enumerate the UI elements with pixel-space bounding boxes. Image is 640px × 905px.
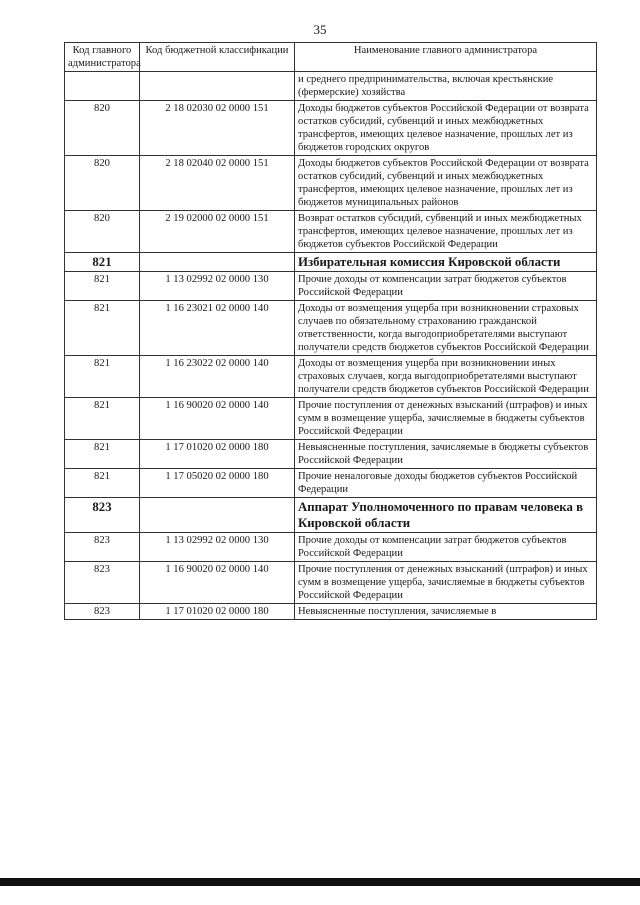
page-number: 35 — [313, 22, 327, 37]
table-row — [65, 533, 597, 562]
cell-budget-code: 1 17 05020 02 0000 180 — [140, 469, 295, 498]
cell-admin-name: Возврат остатков субсидий, субвенций и иных межбюджетных трансфертов, имеющих целевое назначение, прошлых лет из бюджетов субъектов Российской Федерации — [295, 211, 597, 253]
header-admin-name: Наименование главного администратора — [295, 43, 597, 72]
cell-admin-name: Доходы бюджетов субъектов Российской Федерации от возврата остатков субсидий, субвенций и иных межбюджетных трансфертов, имеющих целевое назначение, прошлых лет из бюджетов муниципальных районов — [295, 156, 597, 211]
cell-admin-name: Избирательная комиссия Кировской области — [295, 253, 597, 272]
table-row — [65, 101, 597, 156]
table-row — [65, 301, 597, 356]
header-admin-code: Код главного администратора — [65, 43, 140, 72]
table-row — [65, 398, 597, 440]
table-row — [65, 211, 597, 253]
table-row — [65, 562, 597, 604]
cell-admin-name: Доходы от возмещения ущерба при возникновении страховых случаев по обязательному страхованию гражданской ответственности, когда выгодоприобретателями выступают получатели средств бюджетов субъектов Российской Федерации — [295, 301, 597, 356]
cell-admin-name: Прочие доходы от компенсации затрат бюджетов субъектов Российской Федерации — [295, 272, 597, 301]
cell-budget-code: 1 16 23021 02 0000 140 — [140, 301, 295, 356]
cell-admin-code: 820 — [65, 101, 140, 156]
cell-budget-code: 2 18 02040 02 0000 151 — [140, 156, 295, 211]
budget-classification-table — [64, 42, 597, 620]
cell-budget-code — [140, 253, 295, 272]
cell-admin-name: Невыясненные поступления, зачисляемые в бюджеты субъектов Российской Федерации — [295, 440, 597, 469]
table-row — [65, 604, 597, 620]
table-group-row — [65, 498, 597, 533]
table-row — [65, 440, 597, 469]
cell-admin-code — [65, 72, 140, 101]
cell-admin-code: 821 — [65, 440, 140, 469]
cell-admin-name: Прочие поступления от денежных взысканий (штрафов) и иных сумм в возмещение ущерба, зачисляемые в бюджеты субъектов Российской Федерации — [295, 562, 597, 604]
cell-admin-name: Прочие поступления от денежных взысканий (штрафов) и иных сумм в возмещение ущерба, зачисляемые в бюджеты субъектов Российской Федерации — [295, 398, 597, 440]
cell-budget-code: 1 13 02992 02 0000 130 — [140, 272, 295, 301]
cell-budget-code: 1 16 90020 02 0000 140 — [140, 398, 295, 440]
cell-budget-code — [140, 72, 295, 101]
cell-budget-code: 1 16 23022 02 0000 140 — [140, 356, 295, 398]
cell-admin-code: 820 — [65, 156, 140, 211]
cell-admin-code: 821 — [65, 272, 140, 301]
cell-admin-code: 823 — [65, 498, 140, 533]
cell-admin-code: 821 — [65, 469, 140, 498]
table-continuation-row — [65, 72, 597, 101]
cell-budget-code — [140, 498, 295, 533]
cell-admin-name: Доходы от возмещения ущерба при возникновении иных страховых случаев, когда выгодоприобретателями выступают получатели средств бюджетов субъектов Российской Федерации — [295, 356, 597, 398]
table-row — [65, 469, 597, 498]
cell-budget-code: 1 16 90020 02 0000 140 — [140, 562, 295, 604]
cell-admin-name: Невыясненные поступления, зачисляемые в — [295, 604, 597, 620]
cell-budget-code: 1 17 01020 02 0000 180 — [140, 604, 295, 620]
cell-admin-name: Прочие неналоговые доходы бюджетов субъектов Российской Федерации — [295, 469, 597, 498]
table-group-row — [65, 253, 597, 272]
cell-admin-code: 821 — [65, 356, 140, 398]
bottom-scan-border — [0, 878, 640, 886]
cell-admin-code: 820 — [65, 211, 140, 253]
cell-budget-code: 2 18 02030 02 0000 151 — [140, 101, 295, 156]
cell-admin-name: Доходы бюджетов субъектов Российской Федерации от возврата остатков субсидий, субвенций и иных межбюджетных трансфертов, имеющих целевое назначение, прошлых лет из бюджетов городских округов — [295, 101, 597, 156]
cell-admin-name: Прочие доходы от компенсации затрат бюджетов субъектов Российской Федерации — [295, 533, 597, 562]
cell-budget-code: 1 13 02992 02 0000 130 — [140, 533, 295, 562]
cell-budget-code: 2 19 02000 02 0000 151 — [140, 211, 295, 253]
cell-admin-name: Аппарат Уполномоченного по правам человека в Кировской области — [295, 498, 597, 533]
cell-admin-code: 821 — [65, 398, 140, 440]
cell-admin-code: 823 — [65, 562, 140, 604]
table-row — [65, 356, 597, 398]
cell-admin-code: 821 — [65, 253, 140, 272]
table-header-row — [65, 43, 597, 72]
cell-admin-name: и среднего предпринимательства, включая крестьянские (фермерские) хозяйства — [295, 72, 597, 101]
table-row — [65, 272, 597, 301]
table-row — [65, 156, 597, 211]
cell-admin-code: 821 — [65, 301, 140, 356]
cell-admin-code: 823 — [65, 604, 140, 620]
table-body — [65, 72, 597, 620]
cell-budget-code: 1 17 01020 02 0000 180 — [140, 440, 295, 469]
header-budget-code: Код бюджетной классификации — [140, 43, 295, 72]
cell-admin-code: 823 — [65, 533, 140, 562]
